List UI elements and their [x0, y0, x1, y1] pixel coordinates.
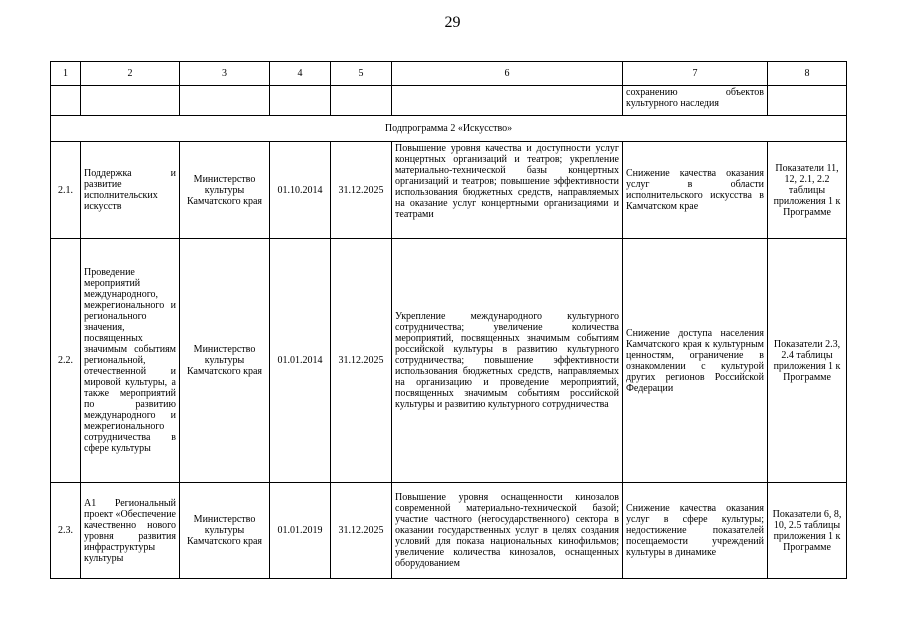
cont-cell-1: [51, 86, 81, 116]
row-number: 2.3.: [51, 483, 81, 579]
expected-result: Укрепление международного культурного сотрудничества; увеличение количества мероприятий, посвященных значимым событиям российской культуры в развитию культурного сотрудничества; повышение эффективности использования бюджетных средств, направляемых на организацию и проведение мероприятий, посвященных значимым событиям российской культуры и развитию культурного сотрудничества: [392, 239, 623, 483]
table-row: [51, 483, 847, 579]
cont-cell-8: [768, 86, 847, 116]
indicator-link: Показатели 2.3, 2.4 таблицы приложения 1 к Программе: [768, 239, 847, 483]
indicator-link: Показатели 6, 8, 10, 2.5 таблицы приложения 1 к Программе: [768, 483, 847, 579]
cont-cell-4: [270, 86, 331, 116]
subprogram-row: [51, 116, 847, 142]
measure-name: Проведение мероприятий международного, межрегионального и регионального значения, посвященных значимым событиям региональной, отечественной и мировой культуры, а также мероприятий по развитию международного и межрегионального сотрудничества в сфере культуры: [81, 239, 180, 483]
table-row: [51, 142, 847, 239]
subprogram-title: Подпрограмма 2 «Искусство»: [51, 116, 847, 142]
measure-name: Поддержка и развитие исполнительских искусств: [81, 142, 180, 239]
executor: Министерство культуры Камчатского края: [180, 483, 270, 579]
measure-name: А1 Региональный проект «Обеспечение качественно нового уровня развития инфраструктуры культуры: [81, 483, 180, 579]
header-cell-7: 7: [623, 62, 768, 86]
indicator-link: Показатели 11, 12, 2.1, 2.2 таблицы приложения 1 к Программе: [768, 142, 847, 239]
continuation-row: [51, 86, 847, 116]
measures-table: [50, 61, 847, 579]
end-date: 31.12.2025: [331, 142, 392, 239]
start-date: 01.01.2019: [270, 483, 331, 579]
row-number: 2.2.: [51, 239, 81, 483]
table-row: [51, 239, 847, 483]
page-number: 29: [444, 14, 461, 31]
header-cell-6: 6: [392, 62, 623, 86]
cont-cell-5: [331, 86, 392, 116]
executor: Министерство культуры Камчатского края: [180, 239, 270, 483]
header-cell-2: 2: [81, 62, 180, 86]
end-date: 31.12.2025: [331, 239, 392, 483]
header-cell-3: 3: [180, 62, 270, 86]
header-row: [51, 62, 847, 86]
cont-cell-3: [180, 86, 270, 116]
consequence: Снижение качества оказания услуг в области исполнительского искусства в Камчатском крае: [623, 142, 768, 239]
start-date: 01.10.2014: [270, 142, 331, 239]
header-cell-4: 4: [270, 62, 331, 86]
row-number: 2.1.: [51, 142, 81, 239]
cont-consequence: сохранению объектов культурного наследия: [623, 86, 768, 116]
header-cell-1: 1: [51, 62, 81, 86]
expected-result: Повышение уровня качества и доступности услуг концертных организаций и театров; укрепление материально-технической базы концертных организаций и театров; повышение эффективности использования бюджетных средств, направляемых на оказание услуг концертными организациями и театрами: [392, 142, 623, 239]
expected-result: Повышение уровня оснащенности кинозалов современной материально-технической базой; участие частного (негосударственного) сектора в оказании государственных услуг в целях создания условий для показа национальных кинофильмов; увеличение количества кинозалов, оснащенных оборудованием: [392, 483, 623, 579]
start-date: 01.01.2014: [270, 239, 331, 483]
executor: Министерство культуры Камчатского края: [180, 142, 270, 239]
header-cell-5: 5: [331, 62, 392, 86]
header-cell-8: 8: [768, 62, 847, 86]
end-date: 31.12.2025: [331, 483, 392, 579]
consequence: Снижение качества оказания услуг в сфере культуры; недостижение показателей посещаемости учреждений культуры в динамике: [623, 483, 768, 579]
cont-cell-2: [81, 86, 180, 116]
consequence: Снижение доступа населения Камчатского края к культурным ценностям, ограничение в ознакомлении с культурой других регионов Российской Федерации: [623, 239, 768, 483]
cont-cell-6: [392, 86, 623, 116]
